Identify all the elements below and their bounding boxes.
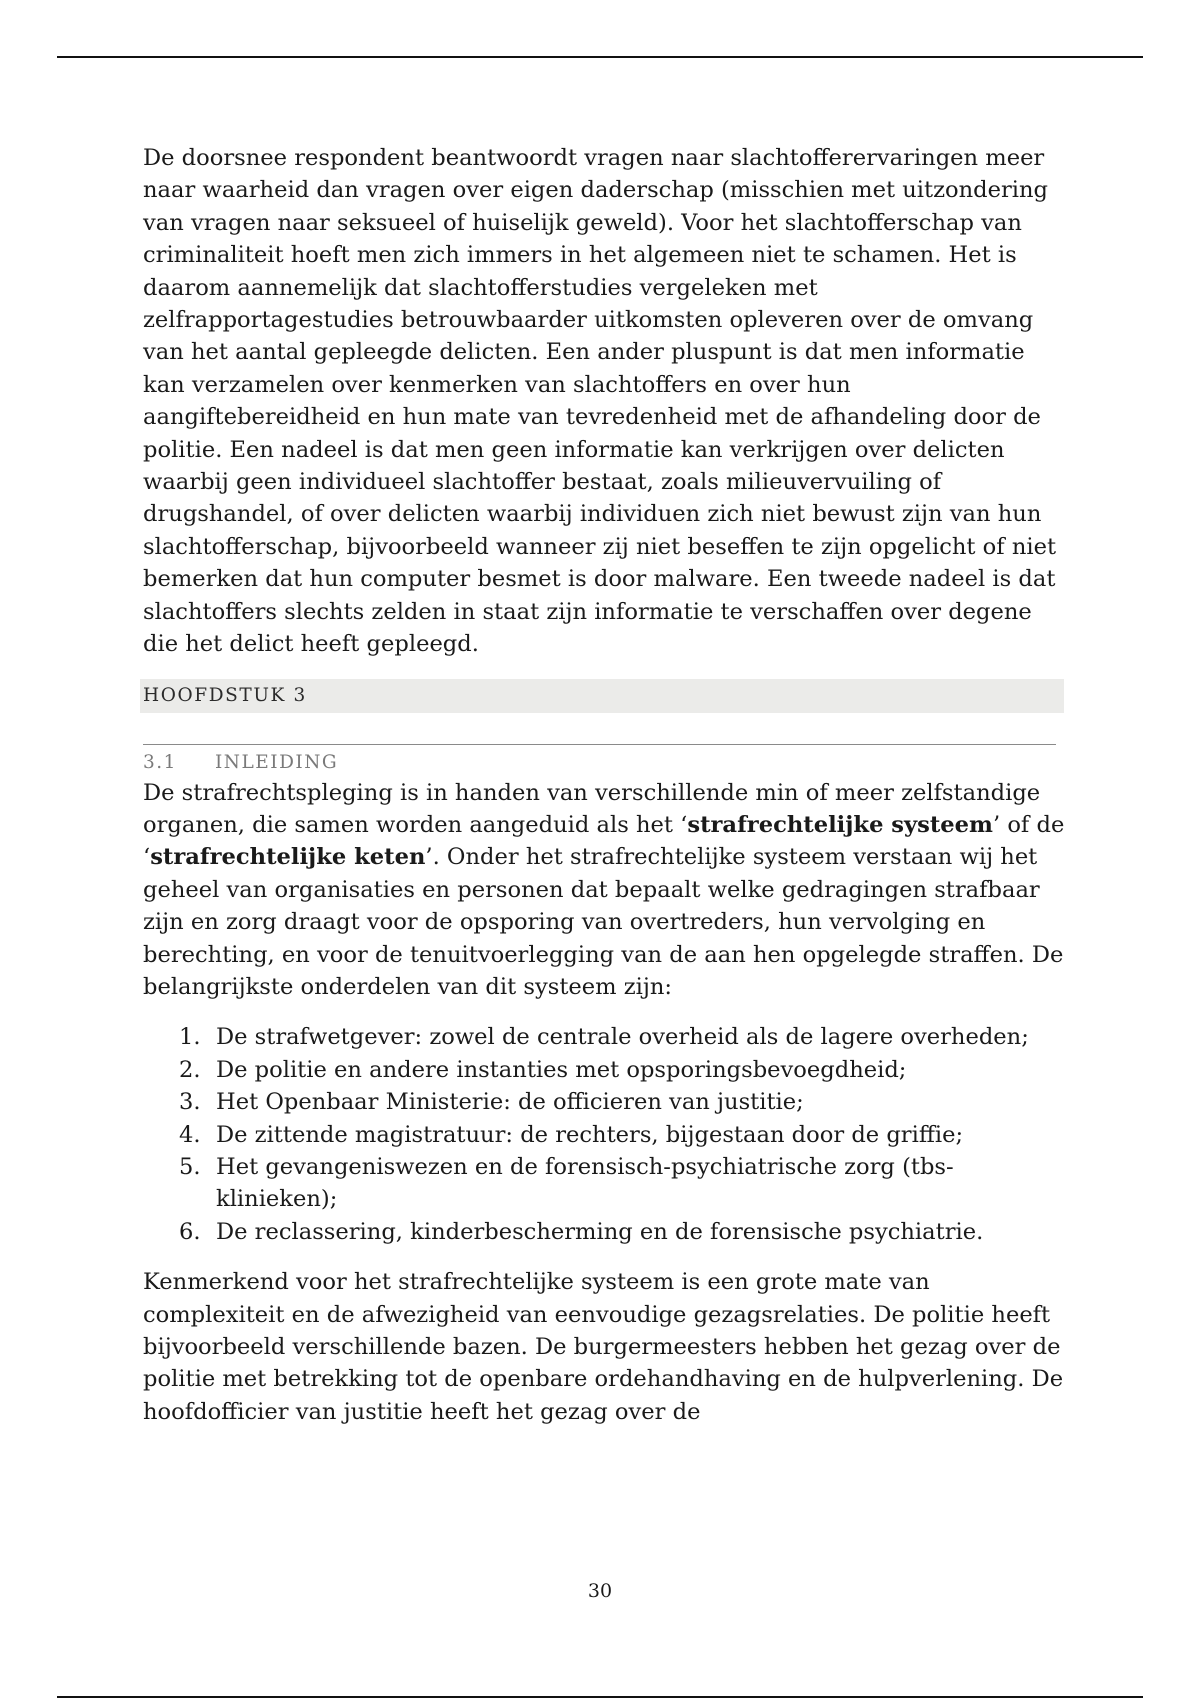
section-number: 3.1	[143, 751, 177, 773]
paragraph-2-text-2: ’ of de ‘	[143, 811, 1065, 871]
paragraph-2-text-3: ’. Onder het strafrechtelijke systeem verstaan wij het geheel van organisaties en personen dat bepaalt welke gedragingen strafbaar zijn en zorg draagt voor de opsporing van overtreders, hun vervolging en berechting, en voor de tenuitvoerlegging van de aan hen opgelegde straffen. De belangrijkste onderdelen van dit systeem zijn:	[143, 844, 1064, 1000]
list-item	[143, 1216, 1068, 1248]
body-paragraph-1: De doorsnee respondent beantwoordt vragen naar slachtofferervaringen meer naar waarheid dan vragen over eigen daderschap (misschien met uitzondering van vragen naar seksueel of huiselijk geweld). Voor het slachtofferschap van criminaliteit hoeft men zich immers in het algemeen niet te schamen. Het is daarom aannemelijk dat slachtofferstudies vergeleken met zelfrapportagestudies betrouwbaarder uitkomsten opleveren over de omvang van het aantal gepleegde delicten. Een ander pluspunt is dat men informatie kan verzamelen over kenmerken van slachtoffers en over hun aangiftebereidheid en hun mate van tevredenheid met de afhandeling door de politie. Een nadeel is dat men geen informatie kan verkrijgen over delicten waarbij geen individueel slachtoffer bestaat, zoals milieuvervuiling of drugshandel, of over delicten waarbij individuen zich niet bewust zijn van hun slachtofferschap, bijvoorbeeld wanneer zij niet beseffen te zijn opgelicht of niet bemerken dat hun computer besmet is door malware. Een tweede nadeel is dat slachtoffers slechts zelden in staat zijn informatie te verschaffen over degene die het delict heeft gepleegd.	[143, 145, 1057, 658]
section-divider	[143, 744, 1056, 745]
list-item-text: De politie en andere instanties met opsporingsbevoegdheid;	[216, 1056, 907, 1083]
list-item	[143, 1086, 1068, 1118]
section-title: INLEIDING	[215, 751, 339, 773]
list-item-text: Het Openbaar Ministerie: de officieren van justitie;	[216, 1089, 804, 1116]
page-number: 30	[587, 1580, 613, 1602]
list-item-text: De reclassering, kinderbescherming en de forensische psychiatrie.	[216, 1218, 984, 1245]
list-item-number: 6.	[179, 1218, 201, 1245]
list-item	[143, 1151, 1068, 1216]
list-item-text: De strafwetgever: zowel de centrale overheid als de lagere overheden;	[216, 1024, 1029, 1051]
list-item-number: 2.	[179, 1056, 201, 1083]
list-item-number: 3.	[179, 1089, 201, 1116]
page-body	[143, 142, 1068, 1428]
list-item	[143, 1021, 1068, 1053]
list-item-number: 1.	[179, 1024, 201, 1051]
list-item	[143, 1119, 1068, 1151]
footer-rule	[57, 1696, 1143, 1698]
list-item	[143, 1054, 1068, 1086]
header-rule	[57, 56, 1143, 58]
section-heading	[143, 749, 1068, 777]
list-item-number: 4.	[179, 1121, 201, 1148]
body-paragraph-2	[143, 777, 1068, 1004]
list-item-text: Het gevangeniswezen en de forensisch-psychiatrische zorg (tbs-klinieken);	[216, 1153, 954, 1213]
term-strafrechtelijke-keten: strafrechtelijke keten	[150, 844, 426, 871]
system-components-list	[143, 1021, 1068, 1248]
list-item-number: 5.	[179, 1153, 201, 1180]
body-paragraph-3: Kenmerkend voor het strafrechtelijke systeem is een grote mate van complexiteit en de afwezigheid van eenvoudige gezagsrelaties. De politie heeft bijvoorbeeld verschillende bazen. De burgermeesters hebben het gezag over de politie met betrekking tot de openbare ordehandhaving en de hulpverlening. De hoofdofficier van justitie heeft het gezag over de	[143, 1269, 1064, 1425]
paragraph-2-text-1: De strafrechtspleging is in handen van verschillende min of meer zelfstandige organen, die samen worden aangeduid als het ‘	[143, 779, 1041, 838]
term-strafrechtelijke-systeem: strafrechtelijke systeem	[687, 811, 993, 838]
chapter-label: HOOFDSTUK 3	[140, 679, 1064, 713]
list-item-text: De zittende magistratuur: de rechters, bijgestaan door de griffie;	[216, 1121, 964, 1148]
